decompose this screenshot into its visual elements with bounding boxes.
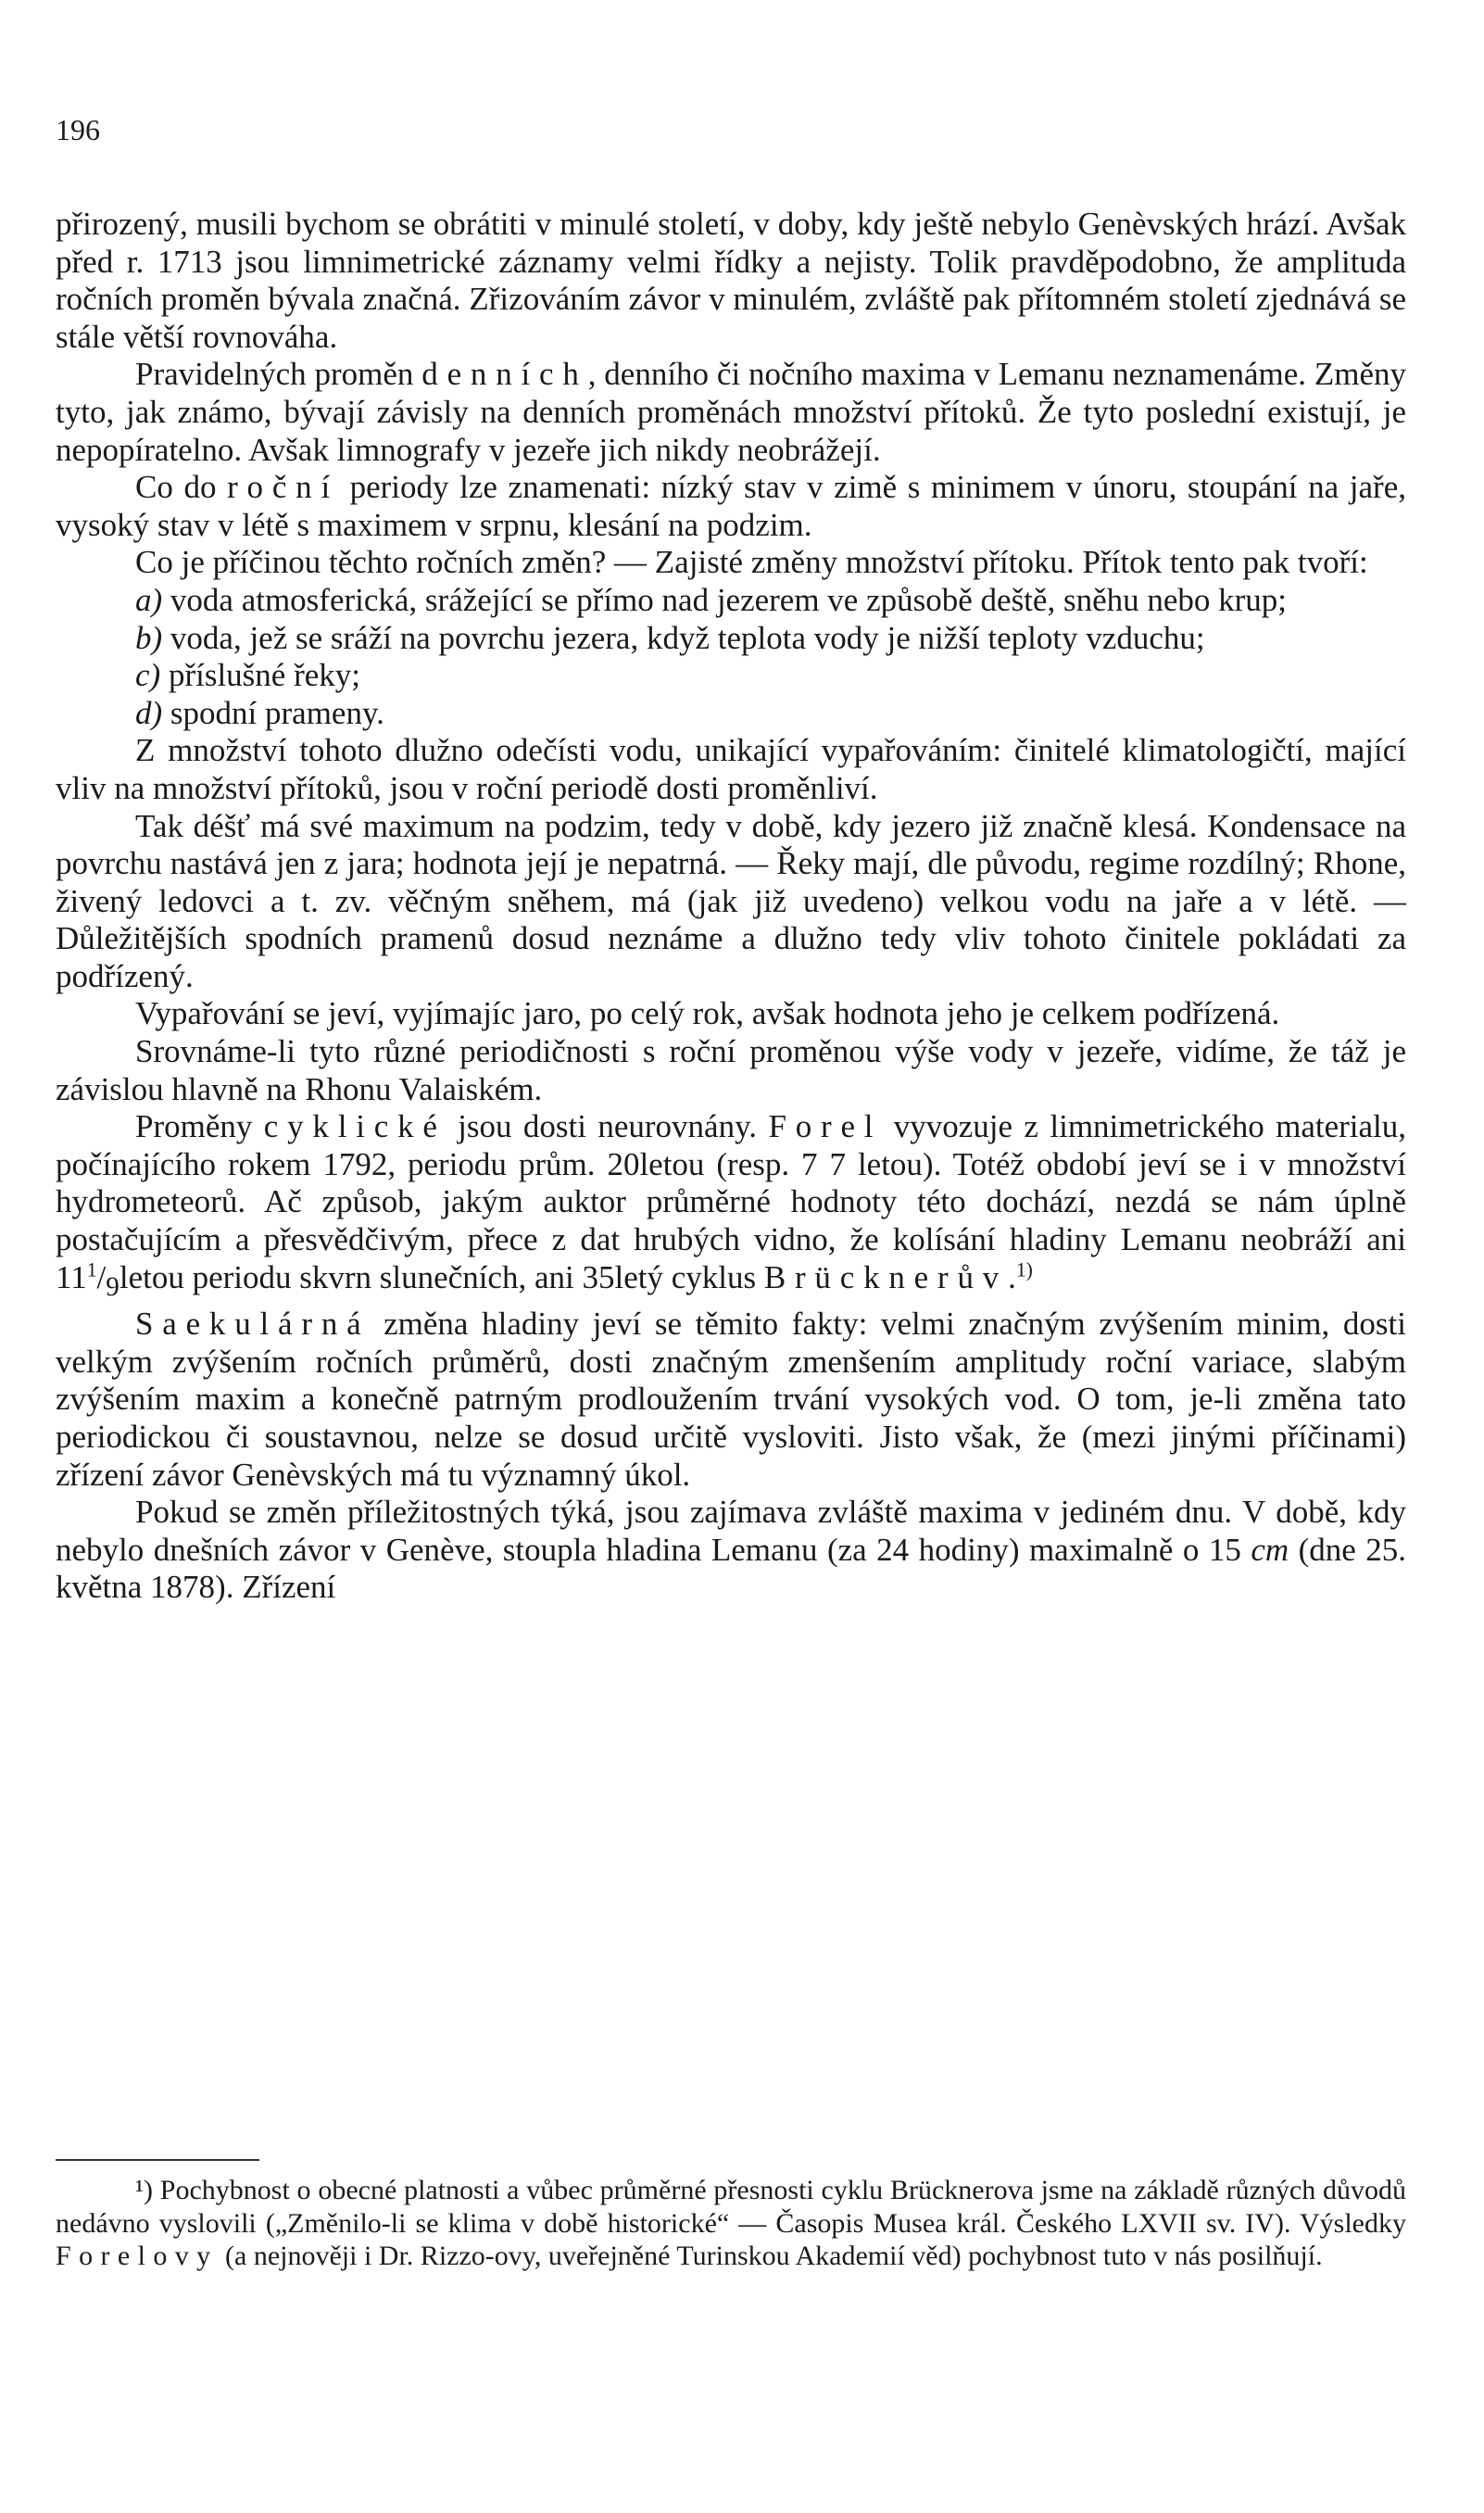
- paragraph-11: [56, 1494, 1406, 1607]
- text-run: Pokud se změn příležitostných týká, jsou zajímava zvláště maxima v jediném dnu. V době, kdy nebylo dnešních závor v Genève, stoupla hladina Lemanu (za 24 hodiny) maximalně o 15: [56, 1494, 1406, 1568]
- list-label: c): [135, 657, 161, 694]
- text-run: voda, jež se sráží na povrchu jezera, když teplota vody je nižší teploty vzduchu;: [162, 619, 1205, 656]
- text-run: vyvozuje z limnimetrického materialu, počínajícího rokem 1792, periodu prům. 20letou (resp. 7 7 letou). Totéž období jeví se i v množství hydrometeorů. Ač způsob, jakým auktor průměrné hodnoty této dochází, nezdá se nám úplně postačujícím a přesvědčivým, přece z dat hrubých vidno, že kolísání hladiny Lemanu neobráží ani 11: [56, 1108, 1406, 1295]
- text-run: periody lze znamenati: nízký stav v zimě s minimem v únoru, stoupání na jaře, vysoký stav v létě s maximem v srpnu, klesání na podzim.: [56, 469, 1406, 543]
- emphasis-spaced: denních: [421, 356, 588, 393]
- text-run: letou periodu skvrn slunečních, ani 35letý cyklus: [119, 1258, 764, 1295]
- paragraph-7: Vypařování se jeví, vyjímajíc jaro, po celý rok, avšak hodnota jeho je celkem podřízená.: [135, 995, 1280, 1032]
- text-run: Pochybnost o obecné platnosti a vůbec průměrné přesnosti cyklu Brücknerova jsme na základě různých důvodů nedávno vyslovili („Změnilo-li se klima v době historické“ — Časopis Musea král. Českého LXVII sv. IV). Výsledky: [56, 2175, 1406, 2239]
- unit-italic: cm: [1251, 1531, 1289, 1568]
- text-run: (dne 25. května 1878). Zřízení: [56, 1531, 1406, 1606]
- text-run: změna hladiny jeví se těmito fakty: velmi značným zvýšením minim, dosti velkým zvýšením ročních průměrů, dosti značným zmenšením amplitudy roční variace, slabým zvýšením maxim a konečně patrným prodloužením trvání vysokých vod. O tom, je-li změna tato periodickou či soustavnou, nelze se dosud určitě vysloviti. Jisto však, že (mezi jinými příčinami) zřízení závor Genèvských má tu významný úkol.: [56, 1306, 1406, 1493]
- footnote-mark: ¹): [135, 2175, 153, 2205]
- text-run: spodní prameny.: [162, 694, 384, 731]
- paragraph-5: Z množství tohoto dlužno odečísti vodu, unikající vypařováním: činitelé klimatologičtí, mající vliv na množství přítoků, jsou v roční periodě dosti proměnliví.: [56, 732, 1406, 806]
- author-name: Forel: [768, 1108, 883, 1145]
- fraction-denominator: 9: [106, 1271, 119, 1302]
- paragraph-9: Proměny cyklické jsou dosti neurovnány. Forel vyvozuje z limnimetrického materialu, počínajícího rokem 1792, periodu prům. 20letou (resp. 7 7 letou). Totéž období jeví se i v množství hydrometeorů. Ač způsob, jakým auktor průměrné hodnoty této dochází, nezdá se nám úplně postačujícím a přesvědčivým, přece z dat hrubých vidno, že kolísání hladiny Lemanu neobráží ani $11^1/_9letou$ periodu skvrn slunečních, ani 35letý cyklus Brücknerův.$^{1)}$: [56, 1108, 1406, 1302]
- paragraph-8: Srovnáme-li tyto různé periodičnosti s roční proměnou výše vody v jezeře, vidíme, že táž je závislou hlavně na Rhonu Valaiském.: [56, 1033, 1406, 1107]
- list-item-c: [56, 657, 1406, 695]
- list-label: b): [135, 619, 163, 656]
- text-run: (a nejnověji i Dr. Rizzo-ovy, uveřejněné Turinskou Akademií věd) pochybnost tuto v nás posilňují.: [218, 2241, 1323, 2271]
- footnote-1: [56, 2174, 1406, 2273]
- fraction-numerator: 1: [86, 1257, 97, 1281]
- footnote-reference: 1): [1015, 1257, 1033, 1281]
- paragraph-6: Tak déšť má své maximum na podzim, tedy v době, kdy jezero již značně klesá. Kondensace na povrchu nastává jen z jara; hodnota její je nepatrná. — Řeky mají, dle původu, regime rozdílný; Rhone, živený ledovci a t. zv. věčným sněhem, má (jak již uvedeno) velkou vodu na jaře a v létě. — Důležitějších spodních pramenů dosud neznáme a dlužno tedy vliv tohoto činitele pokládati za podřízený.: [56, 807, 1406, 994]
- emphasis-spaced: cyklické: [263, 1108, 446, 1145]
- list-label: d): [135, 694, 163, 731]
- list-label: a): [135, 581, 163, 618]
- text-run: jsou dosti neurovnány.: [446, 1108, 769, 1145]
- paragraph-10: [56, 1306, 1406, 1494]
- emphasis-spaced: Saekulárná: [135, 1306, 371, 1343]
- footnote-divider: [56, 2159, 259, 2161]
- text-run: Proměny: [135, 1108, 264, 1145]
- body-text: [56, 206, 1406, 1607]
- emphasis-spaced: roční: [227, 469, 339, 506]
- paragraph-4: Co je příčinou těchto ročních změn? — Zajisté změny množství přítoku. Přítok tento pak tvoří:: [135, 544, 1368, 581]
- list-item-d: [56, 695, 1406, 733]
- text-run: voda atmosferická, srážející se přímo nad jezerem ve způsobě deště, sněhu nebo krup;: [162, 581, 1288, 618]
- list-item-a: [56, 582, 1406, 620]
- paragraph-1: přirozený, musili bychom se obrátiti v minulé století, v doby, kdy ještě nebylo Genèvských hrází. Avšak před r. 1713 jsou limnimetrické záznamy velmi řídky a nejisty. Tolik pravděpodobno, že amplituda ročních proměn bývala značná. Zřizováním závor v minulém, zvláště pak přítomném století zjednává se stále větší rovnováha.: [56, 206, 1406, 355]
- text-run: Co do: [135, 469, 228, 506]
- page-number: 196: [56, 113, 100, 146]
- paragraph-2: [56, 356, 1406, 469]
- text-run: příslušné řeky;: [160, 657, 360, 694]
- text-run: , denního či nočního maxima v Lemanu neznamenáme. Změny tyto, jak známo, bývají závisly na denních proměnách množství přítoků. Že tyto poslední existují, je nepopíratelno. Avšak limnografy v jezeře jich nikdy neobrážejí.: [56, 356, 1406, 468]
- document-page: [56, 0, 1406, 2513]
- author-name: Brücknerův: [763, 1258, 1009, 1295]
- footnotes: [56, 2174, 1406, 2273]
- list-item-b: [56, 620, 1406, 658]
- text-run: Pravidelných proměn: [135, 356, 422, 393]
- author-name: Forelovy: [56, 2241, 219, 2271]
- text-run: .: [1008, 1258, 1016, 1295]
- paragraph-3: [56, 469, 1406, 544]
